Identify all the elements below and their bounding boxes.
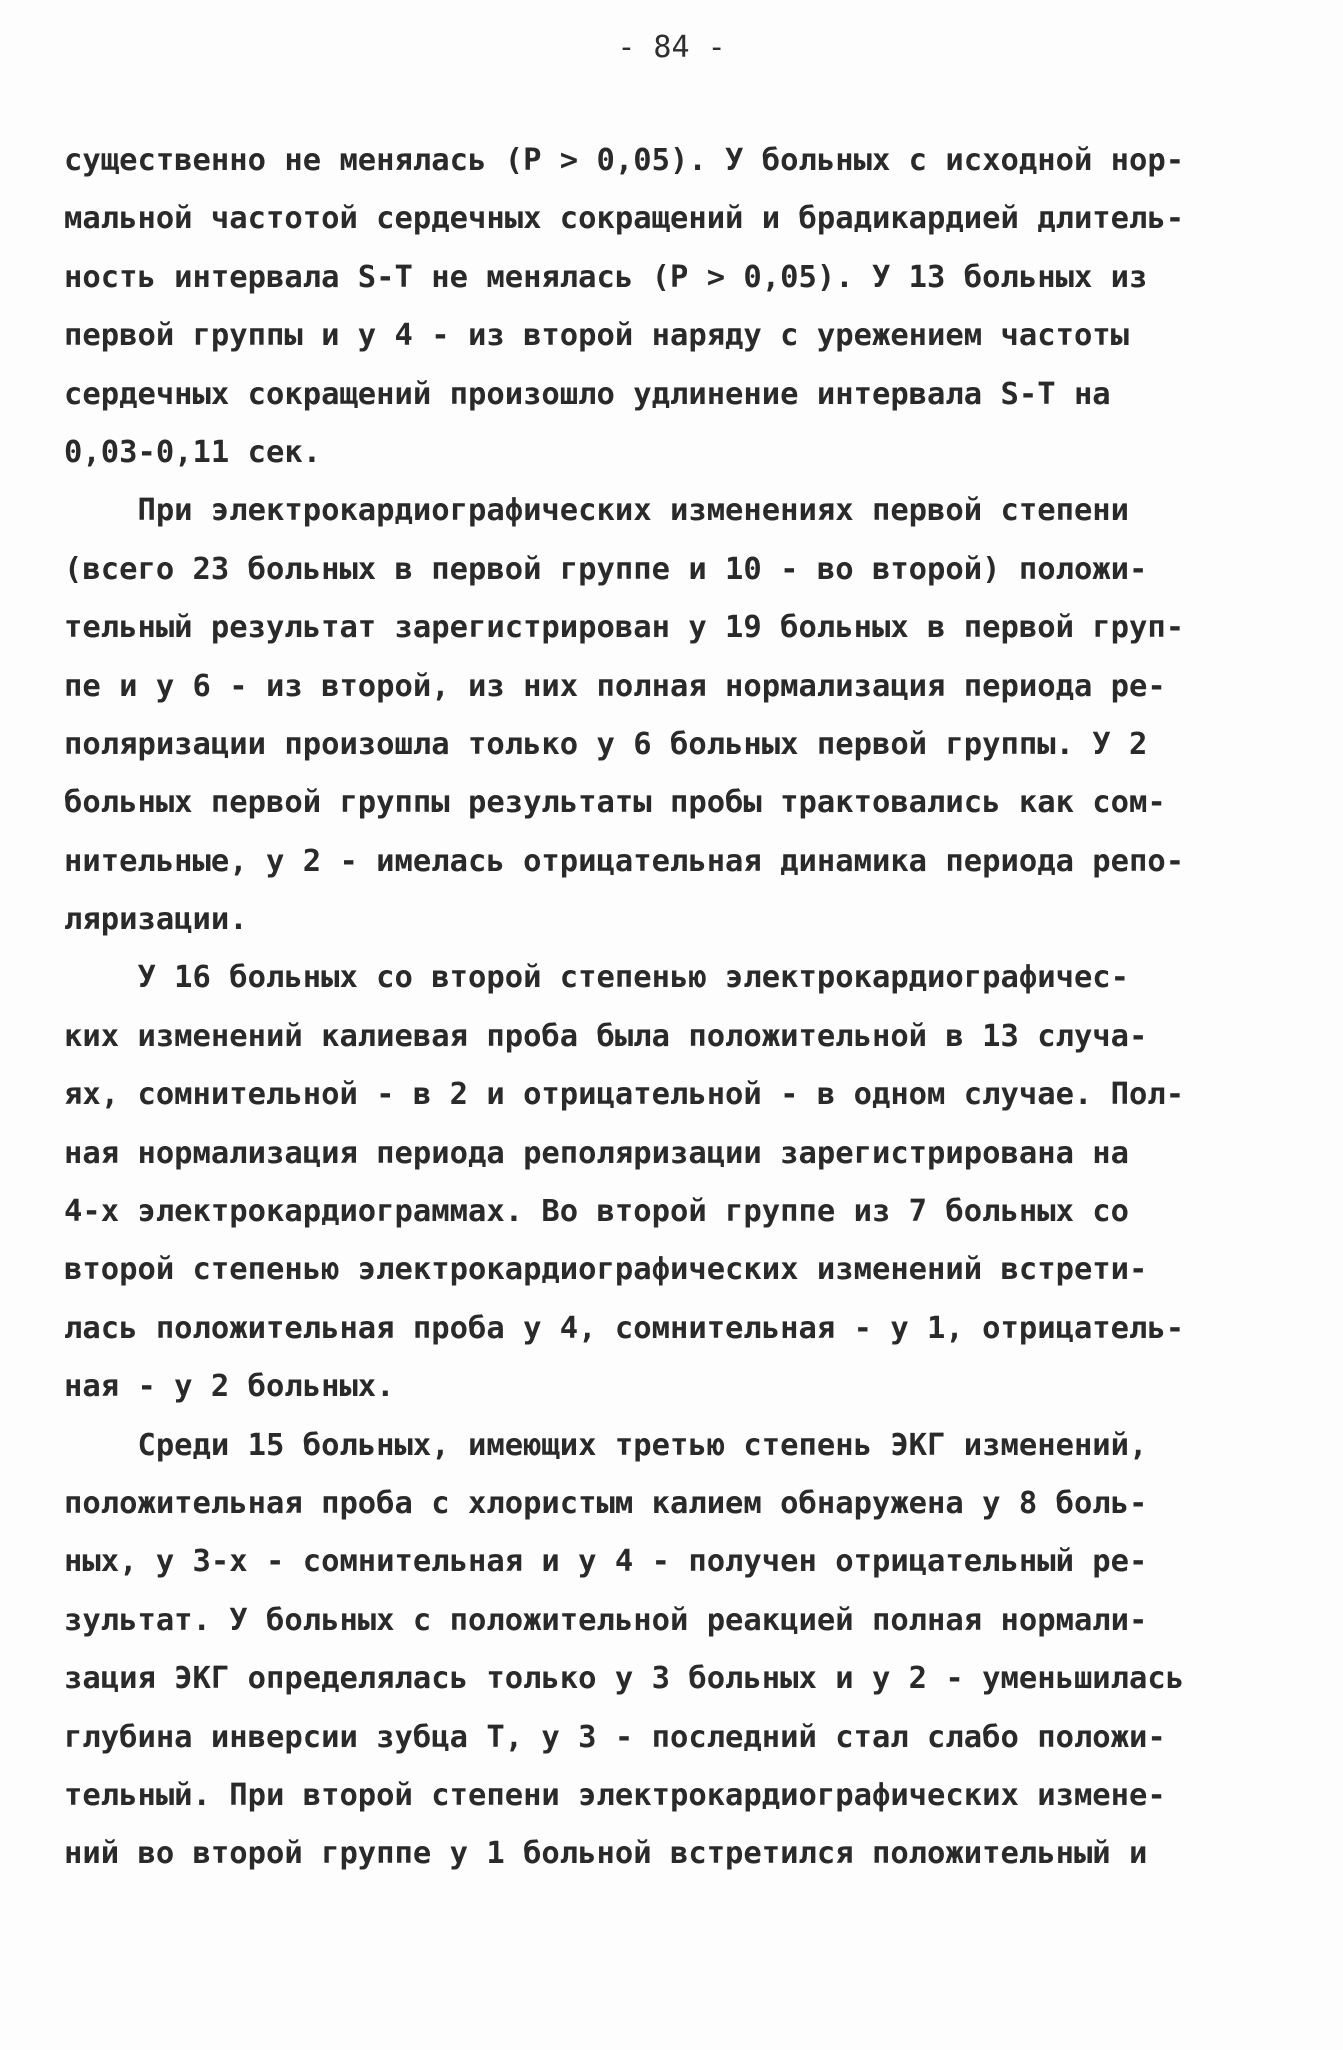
- page-number: - 84 -: [617, 30, 726, 65]
- text-line: ных, у 3-х - сомнительная и у 4 - получен отрицательный ре-: [64, 1544, 1148, 1580]
- text-line: зация ЭКГ определялась только у 3 больных и у 2 - уменьшилась: [64, 1661, 1185, 1697]
- text-line: (всего 23 больных в первой группе и 10 - во второй) положи-: [64, 551, 1148, 587]
- text-line: существенно не менялась (P > 0,05). У больных с исходной нор-: [64, 143, 1185, 178]
- text-line: второй степенью электрокардиографических изменений встрети-: [64, 1252, 1148, 1288]
- text-line: зультат. У больных с положительной реакцией полная нормали-: [64, 1602, 1148, 1638]
- text-line: ний во второй группе у 1 больной встретился положительный и: [64, 1836, 1148, 1872]
- text-line: сердечных сокращений произошло удлинение интервала S-T на: [64, 376, 1111, 412]
- text-line: ная - у 2 больных.: [64, 1369, 395, 1405]
- body-text: [64, 132, 1294, 1884]
- text-line: пе и у 6 - из второй, из них полная нормализация периода ре-: [64, 668, 1166, 704]
- text-line: глубина инверсии зубца T, у 3 - последний стал слабо положи-: [64, 1719, 1166, 1755]
- text-line: Среди 15 больных, имеющих третью степень ЭКГ изменений,: [64, 1427, 1148, 1463]
- text-line: ность интервала S-T не менялась (P > 0,05). У 13 больных из: [64, 259, 1148, 295]
- text-line: 0,03-0,11 сек.: [64, 434, 322, 470]
- text-line: мальной частотой сердечных сокращений и брадикардией длитель-: [64, 201, 1185, 237]
- text-line: тельный результат зарегистрирован у 19 больных в первой груп-: [64, 610, 1185, 646]
- text-line: тельный. При второй степени электрокардиографических измене-: [64, 1777, 1166, 1813]
- text-line: 4-х электрокардиограммах. Во второй группе из 7 больных со: [64, 1194, 1130, 1230]
- text-line: нительные, у 2 - имелась отрицательная динамика периода репо-: [64, 843, 1185, 879]
- text-line: ях, сомнительной - в 2 и отрицательной - в одном случае. Пол-: [64, 1077, 1185, 1113]
- text-line: При электрокардиографических изменениях первой степени: [64, 493, 1130, 529]
- text-line: больных первой группы результаты пробы трактовались как сом-: [64, 785, 1166, 821]
- text-line: положительная проба с хлористым калием обнаружена у 8 боль-: [64, 1485, 1148, 1521]
- text-line: ная нормализация периода реполяризации зарегистрирована на: [64, 1135, 1130, 1171]
- text-line: ляризации.: [64, 902, 248, 938]
- text-line: поляризации произошла только у 6 больных первой группы. У 2: [64, 726, 1148, 762]
- text-line: ких изменений калиевая проба была положительной в 13 случа-: [64, 1018, 1148, 1054]
- text-line: первой группы и у 4 - из второй наряду с урежением частоты: [64, 318, 1130, 354]
- text-line: лась положительная проба у 4, сомнительная - у 1, отрицатель-: [64, 1310, 1185, 1346]
- text-line: У 16 больных со второй степенью электрокардиографичес-: [64, 960, 1130, 996]
